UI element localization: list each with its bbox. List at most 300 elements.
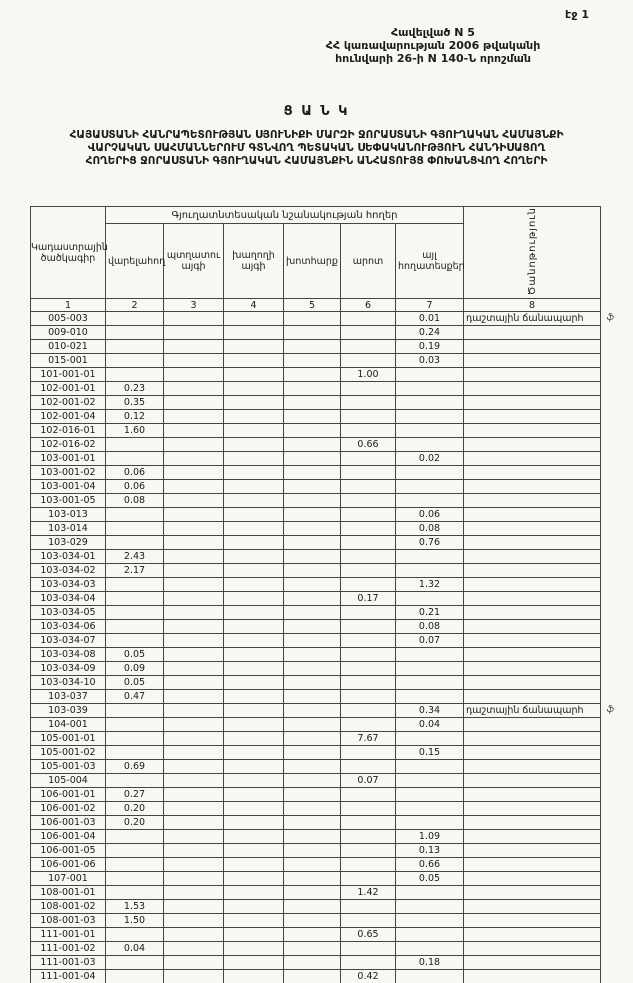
note-cell bbox=[464, 340, 601, 354]
cadastral-code: 108-001-03 bbox=[31, 914, 106, 928]
table-row bbox=[31, 410, 601, 424]
value-cell-col7 bbox=[396, 760, 464, 774]
value-cell-col2 bbox=[106, 970, 164, 983]
value-cell-col4 bbox=[224, 578, 284, 592]
table-row bbox=[31, 424, 601, 438]
value-cell-col4 bbox=[224, 928, 284, 942]
value-cell-col6 bbox=[341, 340, 396, 354]
note-cell bbox=[464, 760, 601, 774]
value-cell-col3 bbox=[164, 662, 224, 676]
header-cadastral-code bbox=[31, 207, 106, 299]
value-cell-col3 bbox=[164, 396, 224, 410]
value-cell-col5 bbox=[284, 648, 341, 662]
cadastral-code: 103-034-08 bbox=[31, 648, 106, 662]
cadastral-code: 103-039 bbox=[31, 704, 106, 718]
value-cell-col5 bbox=[284, 620, 341, 634]
value-cell-col6 bbox=[341, 676, 396, 690]
value-cell-col6 bbox=[341, 816, 396, 830]
table-row bbox=[31, 844, 601, 858]
note-cell bbox=[464, 326, 601, 340]
value-cell-col7 bbox=[396, 410, 464, 424]
value-cell-col3 bbox=[164, 620, 224, 634]
value-cell-col2: 1.50 bbox=[106, 914, 164, 928]
value-cell-col4 bbox=[224, 760, 284, 774]
header-hayfield: խոտհարք bbox=[284, 224, 341, 299]
value-cell-col4 bbox=[224, 382, 284, 396]
cadastral-code: 103-001-02 bbox=[31, 466, 106, 480]
value-cell-col2: 0.27 bbox=[106, 788, 164, 802]
table-row bbox=[31, 788, 601, 802]
value-cell-col4 bbox=[224, 676, 284, 690]
value-cell-col4 bbox=[224, 690, 284, 704]
value-cell-col3 bbox=[164, 760, 224, 774]
value-cell-col4 bbox=[224, 956, 284, 970]
value-cell-col4 bbox=[224, 704, 284, 718]
value-cell-col3 bbox=[164, 452, 224, 466]
value-cell-col3 bbox=[164, 802, 224, 816]
note-cell bbox=[464, 732, 601, 746]
value-cell-col5 bbox=[284, 326, 341, 340]
note-cell bbox=[464, 718, 601, 732]
table-row bbox=[31, 578, 601, 592]
value-cell-col4 bbox=[224, 830, 284, 844]
value-cell-col5 bbox=[284, 368, 341, 382]
cadastral-code: 015-001 bbox=[31, 354, 106, 368]
value-cell-col2 bbox=[106, 872, 164, 886]
value-cell-col2 bbox=[106, 830, 164, 844]
value-cell-col6 bbox=[341, 480, 396, 494]
value-cell-col3 bbox=[164, 634, 224, 648]
table-row bbox=[31, 564, 601, 578]
value-cell-col7 bbox=[396, 970, 464, 983]
cadastral-code: 107-001 bbox=[31, 872, 106, 886]
table-row bbox=[31, 592, 601, 606]
column-number: 3 bbox=[164, 299, 224, 312]
value-cell-col3 bbox=[164, 956, 224, 970]
note-cell bbox=[464, 816, 601, 830]
value-cell-col4 bbox=[224, 466, 284, 480]
value-cell-col7 bbox=[396, 424, 464, 438]
value-cell-col6 bbox=[341, 942, 396, 956]
column-number: 6 bbox=[341, 299, 396, 312]
value-cell-col2 bbox=[106, 704, 164, 718]
value-cell-col5 bbox=[284, 494, 341, 508]
value-cell-col7: 0.21 bbox=[396, 606, 464, 620]
value-cell-col3 bbox=[164, 830, 224, 844]
value-cell-col7 bbox=[396, 662, 464, 676]
value-cell-col4 bbox=[224, 522, 284, 536]
cadastral-code: 106-001-03 bbox=[31, 816, 106, 830]
cadastral-code: 103-034-04 bbox=[31, 592, 106, 606]
value-cell-col2: 1.60 bbox=[106, 424, 164, 438]
table-row bbox=[31, 858, 601, 872]
note-cell bbox=[464, 452, 601, 466]
table-row bbox=[31, 326, 601, 340]
table-row bbox=[31, 648, 601, 662]
note-cell bbox=[464, 396, 601, 410]
value-cell-col6 bbox=[341, 466, 396, 480]
note-cell bbox=[464, 494, 601, 508]
note-cell bbox=[464, 942, 601, 956]
cadastral-code: 103-029 bbox=[31, 536, 106, 550]
value-cell-col7 bbox=[396, 788, 464, 802]
note-cell bbox=[464, 410, 601, 424]
value-cell-col7: 0.24 bbox=[396, 326, 464, 340]
value-cell-col3 bbox=[164, 914, 224, 928]
value-cell-col6 bbox=[341, 494, 396, 508]
value-cell-col2: 0.20 bbox=[106, 802, 164, 816]
value-cell-col5 bbox=[284, 746, 341, 760]
note-cell bbox=[464, 522, 601, 536]
subtitle-line: ՀԱՅԱՍՏԱՆԻ ՀԱՆՐԱՊԵՏՈՒԹՅԱՆ ՍՅՈՒՆԻՔԻ ՄԱՐԶԻ ՋՈՐԱՍՏԱՆԻ ԳՅՈՒՂԱԿԱՆ ՀԱՄԱՅՆՔԻ bbox=[69, 129, 564, 141]
value-cell-col5 bbox=[284, 788, 341, 802]
table-row bbox=[31, 942, 601, 956]
value-cell-col7: 0.13 bbox=[396, 844, 464, 858]
document-subtitle bbox=[8, 129, 625, 168]
value-cell-col7 bbox=[396, 550, 464, 564]
note-cell bbox=[464, 550, 601, 564]
value-cell-col7 bbox=[396, 592, 464, 606]
value-cell-col5 bbox=[284, 732, 341, 746]
value-cell-col2 bbox=[106, 956, 164, 970]
value-cell-col2: 2.17 bbox=[106, 564, 164, 578]
value-cell-col6 bbox=[341, 914, 396, 928]
value-cell-col3 bbox=[164, 312, 224, 326]
value-cell-col5 bbox=[284, 704, 341, 718]
value-cell-col6 bbox=[341, 900, 396, 914]
value-cell-col7 bbox=[396, 494, 464, 508]
margin-mark: ֆ bbox=[606, 313, 614, 324]
note-cell bbox=[464, 676, 601, 690]
value-cell-col5 bbox=[284, 438, 341, 452]
cadastral-code: 005-003 bbox=[31, 312, 106, 326]
value-cell-col5 bbox=[284, 928, 341, 942]
table-row bbox=[31, 438, 601, 452]
value-cell-col6 bbox=[341, 760, 396, 774]
value-cell-col3 bbox=[164, 970, 224, 983]
value-cell-col7: 1.09 bbox=[396, 830, 464, 844]
value-cell-col6 bbox=[341, 382, 396, 396]
value-cell-col4 bbox=[224, 942, 284, 956]
value-cell-col7: 0.19 bbox=[396, 340, 464, 354]
cadastral-code: 102-001-01 bbox=[31, 382, 106, 396]
value-cell-col7 bbox=[396, 480, 464, 494]
value-cell-col5 bbox=[284, 606, 341, 620]
value-cell-col4 bbox=[224, 718, 284, 732]
value-cell-col2: 0.04 bbox=[106, 942, 164, 956]
value-cell-col7 bbox=[396, 396, 464, 410]
value-cell-col7: 0.03 bbox=[396, 354, 464, 368]
cadastral-code: 111-001-02 bbox=[31, 942, 106, 956]
note-cell bbox=[464, 788, 601, 802]
land-parcels-table bbox=[30, 206, 614, 983]
header-other-lands: այլ հողատեսքեր bbox=[396, 224, 464, 299]
cadastral-code: 108-001-01 bbox=[31, 886, 106, 900]
cadastral-code: 106-001-06 bbox=[31, 858, 106, 872]
table-row bbox=[31, 494, 601, 508]
table-row bbox=[31, 522, 601, 536]
table-row bbox=[31, 732, 601, 746]
value-cell-col6 bbox=[341, 830, 396, 844]
value-cell-col3 bbox=[164, 410, 224, 424]
value-cell-col3 bbox=[164, 326, 224, 340]
value-cell-col5 bbox=[284, 718, 341, 732]
note-cell bbox=[464, 886, 601, 900]
cadastral-code: 103-034-01 bbox=[31, 550, 106, 564]
value-cell-col2: 0.69 bbox=[106, 760, 164, 774]
note-cell bbox=[464, 536, 601, 550]
value-cell-col5 bbox=[284, 396, 341, 410]
table-row bbox=[31, 718, 601, 732]
value-cell-col5 bbox=[284, 452, 341, 466]
cadastral-code: 108-001-02 bbox=[31, 900, 106, 914]
table-row bbox=[31, 536, 601, 550]
note-cell bbox=[464, 480, 601, 494]
value-cell-col7 bbox=[396, 886, 464, 900]
value-cell-col3 bbox=[164, 886, 224, 900]
value-cell-col6 bbox=[341, 410, 396, 424]
table-row bbox=[31, 662, 601, 676]
value-cell-col4 bbox=[224, 816, 284, 830]
value-cell-col4 bbox=[224, 788, 284, 802]
header-pasture: արոտ bbox=[341, 224, 396, 299]
value-cell-col3 bbox=[164, 564, 224, 578]
value-cell-col3 bbox=[164, 648, 224, 662]
value-cell-col3 bbox=[164, 928, 224, 942]
value-cell-col2: 0.06 bbox=[106, 480, 164, 494]
appendix-line: ՀՀ կառավարության 2006 թվականի bbox=[325, 39, 541, 52]
value-cell-col7 bbox=[396, 914, 464, 928]
value-cell-col3 bbox=[164, 872, 224, 886]
value-cell-col7 bbox=[396, 368, 464, 382]
value-cell-col2 bbox=[106, 844, 164, 858]
value-cell-col3 bbox=[164, 676, 224, 690]
value-cell-col7: 0.01 bbox=[396, 312, 464, 326]
value-cell-col4 bbox=[224, 886, 284, 900]
header-vineyard: խաղողի այգի bbox=[224, 224, 284, 299]
cadastral-code: 105-001-01 bbox=[31, 732, 106, 746]
value-cell-col4 bbox=[224, 410, 284, 424]
cadastral-code: 106-001-01 bbox=[31, 788, 106, 802]
value-cell-col2 bbox=[106, 592, 164, 606]
appendix-reference bbox=[250, 26, 616, 65]
note-text: դաշտային ճանապարհ bbox=[466, 705, 584, 717]
note-cell bbox=[464, 690, 601, 704]
cadastral-code: 103-034-09 bbox=[31, 662, 106, 676]
cadastral-code: 105-004 bbox=[31, 774, 106, 788]
value-cell-col7: 0.05 bbox=[396, 872, 464, 886]
note-cell bbox=[464, 312, 614, 326]
value-cell-col4 bbox=[224, 480, 284, 494]
value-cell-col3 bbox=[164, 354, 224, 368]
value-cell-col6 bbox=[341, 634, 396, 648]
value-cell-col5 bbox=[284, 592, 341, 606]
value-cell-col4 bbox=[224, 536, 284, 550]
value-cell-col6: 0.17 bbox=[341, 592, 396, 606]
value-cell-col2 bbox=[106, 858, 164, 872]
value-cell-col5 bbox=[284, 970, 341, 983]
value-cell-col7 bbox=[396, 564, 464, 578]
value-cell-col3 bbox=[164, 690, 224, 704]
value-cell-col7 bbox=[396, 648, 464, 662]
value-cell-col4 bbox=[224, 802, 284, 816]
value-cell-col7 bbox=[396, 802, 464, 816]
value-cell-col3 bbox=[164, 942, 224, 956]
value-cell-col3 bbox=[164, 844, 224, 858]
value-cell-col6 bbox=[341, 746, 396, 760]
value-cell-col2: 0.06 bbox=[106, 466, 164, 480]
table-row bbox=[31, 774, 601, 788]
value-cell-col5 bbox=[284, 480, 341, 494]
cadastral-code: 106-001-02 bbox=[31, 802, 106, 816]
note-text: դաշտային ճանապարհ bbox=[466, 313, 584, 325]
cadastral-code: 103-034-10 bbox=[31, 676, 106, 690]
value-cell-col6: 7.67 bbox=[341, 732, 396, 746]
header-agricultural-group: Գյուղատնտեսական նշանակության հողեր bbox=[106, 207, 464, 224]
value-cell-col7: 0.76 bbox=[396, 536, 464, 550]
table-row bbox=[31, 452, 601, 466]
value-cell-col5 bbox=[284, 634, 341, 648]
note-cell bbox=[464, 914, 601, 928]
note-cell bbox=[464, 844, 601, 858]
note-cell bbox=[464, 774, 601, 788]
note-cell bbox=[464, 648, 601, 662]
value-cell-col2 bbox=[106, 326, 164, 340]
value-cell-col6 bbox=[341, 396, 396, 410]
value-cell-col6 bbox=[341, 872, 396, 886]
value-cell-col2 bbox=[106, 536, 164, 550]
value-cell-col4 bbox=[224, 550, 284, 564]
note-cell bbox=[464, 578, 601, 592]
note-cell bbox=[464, 592, 601, 606]
value-cell-col6 bbox=[341, 578, 396, 592]
value-cell-col6: 0.66 bbox=[341, 438, 396, 452]
column-number: 5 bbox=[284, 299, 341, 312]
value-cell-col4 bbox=[224, 844, 284, 858]
header-arable: վարելահող bbox=[106, 224, 164, 299]
value-cell-col3 bbox=[164, 536, 224, 550]
value-cell-col3 bbox=[164, 382, 224, 396]
table-row bbox=[31, 508, 601, 522]
value-cell-col3 bbox=[164, 704, 224, 718]
value-cell-col5 bbox=[284, 676, 341, 690]
value-cell-col4 bbox=[224, 746, 284, 760]
value-cell-col7: 0.34 bbox=[396, 704, 464, 718]
value-cell-col2: 0.09 bbox=[106, 662, 164, 676]
cadastral-code: 103-034-02 bbox=[31, 564, 106, 578]
cadastral-code: 103-013 bbox=[31, 508, 106, 522]
value-cell-col2 bbox=[106, 578, 164, 592]
value-cell-col6: 1.00 bbox=[341, 368, 396, 382]
value-cell-col6 bbox=[341, 788, 396, 802]
value-cell-col6 bbox=[341, 620, 396, 634]
value-cell-col4 bbox=[224, 354, 284, 368]
value-cell-col5 bbox=[284, 354, 341, 368]
value-cell-col6 bbox=[341, 956, 396, 970]
value-cell-col4 bbox=[224, 494, 284, 508]
cadastral-code: 102-016-02 bbox=[31, 438, 106, 452]
value-cell-col2: 0.08 bbox=[106, 494, 164, 508]
cadastral-code: 102-016-01 bbox=[31, 424, 106, 438]
value-cell-col5 bbox=[284, 550, 341, 564]
value-cell-col4 bbox=[224, 396, 284, 410]
cadastral-code: 101-001-01 bbox=[31, 368, 106, 382]
value-cell-col4 bbox=[224, 872, 284, 886]
value-cell-col5 bbox=[284, 774, 341, 788]
cadastral-code: 103-001-05 bbox=[31, 494, 106, 508]
value-cell-col7 bbox=[396, 438, 464, 452]
table-row bbox=[31, 970, 601, 983]
value-cell-col7 bbox=[396, 690, 464, 704]
value-cell-col4 bbox=[224, 662, 284, 676]
value-cell-col5 bbox=[284, 816, 341, 830]
value-cell-col4 bbox=[224, 424, 284, 438]
value-cell-col2: 0.05 bbox=[106, 676, 164, 690]
cadastral-code: 103-001-04 bbox=[31, 480, 106, 494]
value-cell-col4 bbox=[224, 340, 284, 354]
note-cell bbox=[464, 704, 614, 718]
value-cell-col6 bbox=[341, 312, 396, 326]
value-cell-col2 bbox=[106, 312, 164, 326]
value-cell-col2 bbox=[106, 340, 164, 354]
value-cell-col3 bbox=[164, 368, 224, 382]
value-cell-col2 bbox=[106, 928, 164, 942]
cadastral-code: 103-001-01 bbox=[31, 452, 106, 466]
value-cell-col2 bbox=[106, 634, 164, 648]
value-cell-col2 bbox=[106, 522, 164, 536]
value-cell-col7: 1.32 bbox=[396, 578, 464, 592]
subtitle-line: ՀՈՂԵՐԻՑ ՋՈՐԱՍՏԱՆԻ ԳՅՈՒՂԱԿԱՆ ՀԱՄԱՅՆՔԻՆ ԱՆՀԱՏՈՒՅՑ ՓՈԽԱՆՑՎՈՂ ՀՈՂԵՐԻ bbox=[85, 155, 548, 167]
value-cell-col6 bbox=[341, 550, 396, 564]
note-cell bbox=[464, 802, 601, 816]
value-cell-col2 bbox=[106, 718, 164, 732]
value-cell-col4 bbox=[224, 648, 284, 662]
value-cell-col4 bbox=[224, 774, 284, 788]
value-cell-col5 bbox=[284, 844, 341, 858]
value-cell-col2 bbox=[106, 354, 164, 368]
value-cell-col2 bbox=[106, 746, 164, 760]
note-cell bbox=[464, 508, 601, 522]
value-cell-col6 bbox=[341, 564, 396, 578]
value-cell-col7 bbox=[396, 928, 464, 942]
note-cell bbox=[464, 858, 601, 872]
value-cell-col4 bbox=[224, 900, 284, 914]
value-cell-col4 bbox=[224, 592, 284, 606]
value-cell-col2: 0.12 bbox=[106, 410, 164, 424]
value-cell-col3 bbox=[164, 718, 224, 732]
value-cell-col7: 0.04 bbox=[396, 718, 464, 732]
table-row bbox=[31, 368, 601, 382]
value-cell-col7 bbox=[396, 382, 464, 396]
note-cell bbox=[464, 620, 601, 634]
cadastral-code: 103-037 bbox=[31, 690, 106, 704]
table-row bbox=[31, 802, 601, 816]
value-cell-col7 bbox=[396, 942, 464, 956]
value-cell-col6 bbox=[341, 844, 396, 858]
value-cell-col5 bbox=[284, 942, 341, 956]
value-cell-col6 bbox=[341, 662, 396, 676]
value-cell-col5 bbox=[284, 564, 341, 578]
value-cell-col7 bbox=[396, 816, 464, 830]
column-number: 7 bbox=[396, 299, 464, 312]
note-cell bbox=[464, 368, 601, 382]
value-cell-col2: 2.43 bbox=[106, 550, 164, 564]
cadastral-code: 103-034-05 bbox=[31, 606, 106, 620]
value-cell-col4 bbox=[224, 970, 284, 983]
cadastral-code: 106-001-04 bbox=[31, 830, 106, 844]
cadastral-code: 102-001-02 bbox=[31, 396, 106, 410]
note-cell bbox=[464, 354, 601, 368]
